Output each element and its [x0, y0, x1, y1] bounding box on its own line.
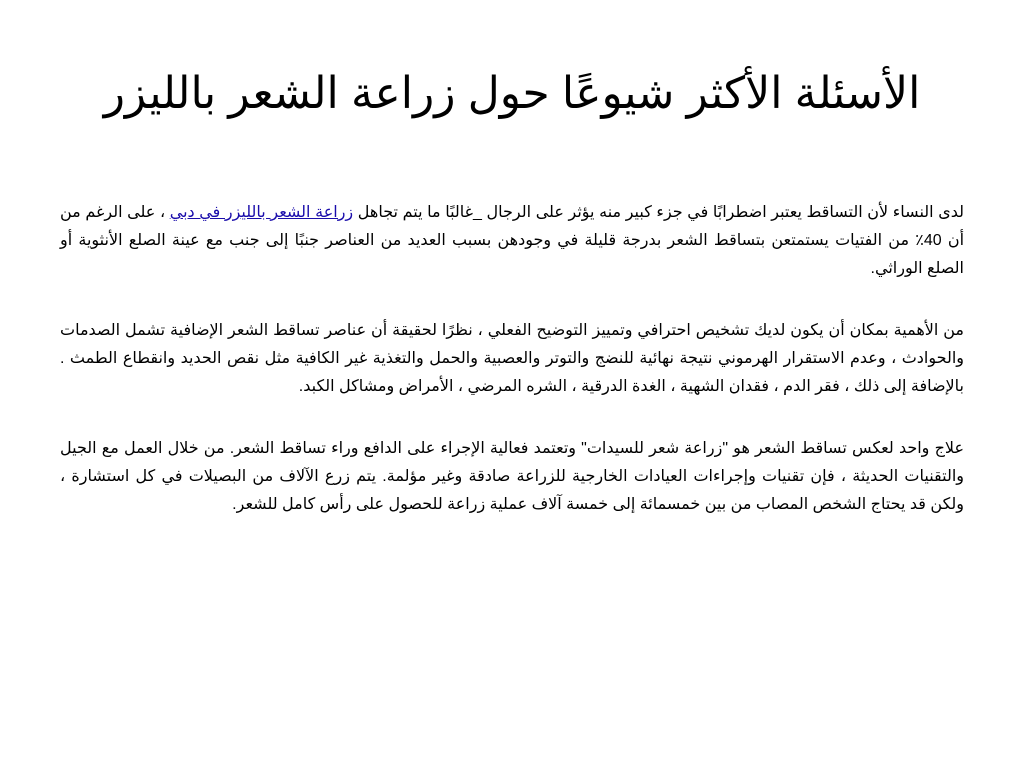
paragraph-3: علاج واحد لعكس تساقط الشعر هو "زراعة شعر للسيدات" وتعتمد فعالية الإجراء على الدافع وراء تساقط الشعر. من خلال العمل مع الجيل والتقنيات الحديثة ، فإن تقنيات وإجراءات العيادات الخارجية للزراعة صادقة وغير مؤلمة. يتم زرع الآلاف من البصيلات في كل استشارة ، ولكن قد يحتاج الشخص المصاب من بين خمسمائة إلى خمسة آلاف عملية زراعة للحصول على رأس كامل للشعر.: [60, 440, 964, 513]
paragraph-1-text-after: ، على الرغم من أن 40٪ من الفتيات يستمتعن بتساقط الشعر بدرجة قليلة في وجودهن بسبب العديد من العناصر جنبًا إلى جنب مع عينة الصلع الأنثوية أو الصلع الوراثي.: [60, 204, 965, 277]
paragraph-2: من الأهمية بمكان أن يكون لديك تشخيص احترافي وتمييز التوضيح الفعلي ، نظرًا لحقيقة أن عناصر تساقط الشعر الإضافية تشمل الصدمات والحوادث ، وعدم الاستقرار الهرموني نتيجة نهائية للنضج والتوتر والعصبية والحمل والتغذية غير الكافية مثل نقص الحديد وانقطاع الطمث . بالإضافة إلى ذلك ، فقر الدم ، فقدان الشهية ، الغدة الدرقية ، الشره المرضي ، الأمراض ومشاكل الكبد.: [60, 322, 965, 395]
laser-hair-transplant-dubai-link[interactable]: زراعة الشعر بالليزر في دبي: [169, 204, 354, 221]
slide-body: [60, 199, 964, 553]
paragraph-1-text-before: لدى النساء لأن التساقط يعتبر اضطرابًا في جزء كبير منه يؤثر على الرجال _غالبًا ما يتم تجاهل: [353, 204, 965, 221]
slide-title: الأسئلة الأكثر شيوعًا حول زراعة الشعر بالليزر: [103, 69, 921, 118]
paragraph-1: [60, 199, 964, 283]
